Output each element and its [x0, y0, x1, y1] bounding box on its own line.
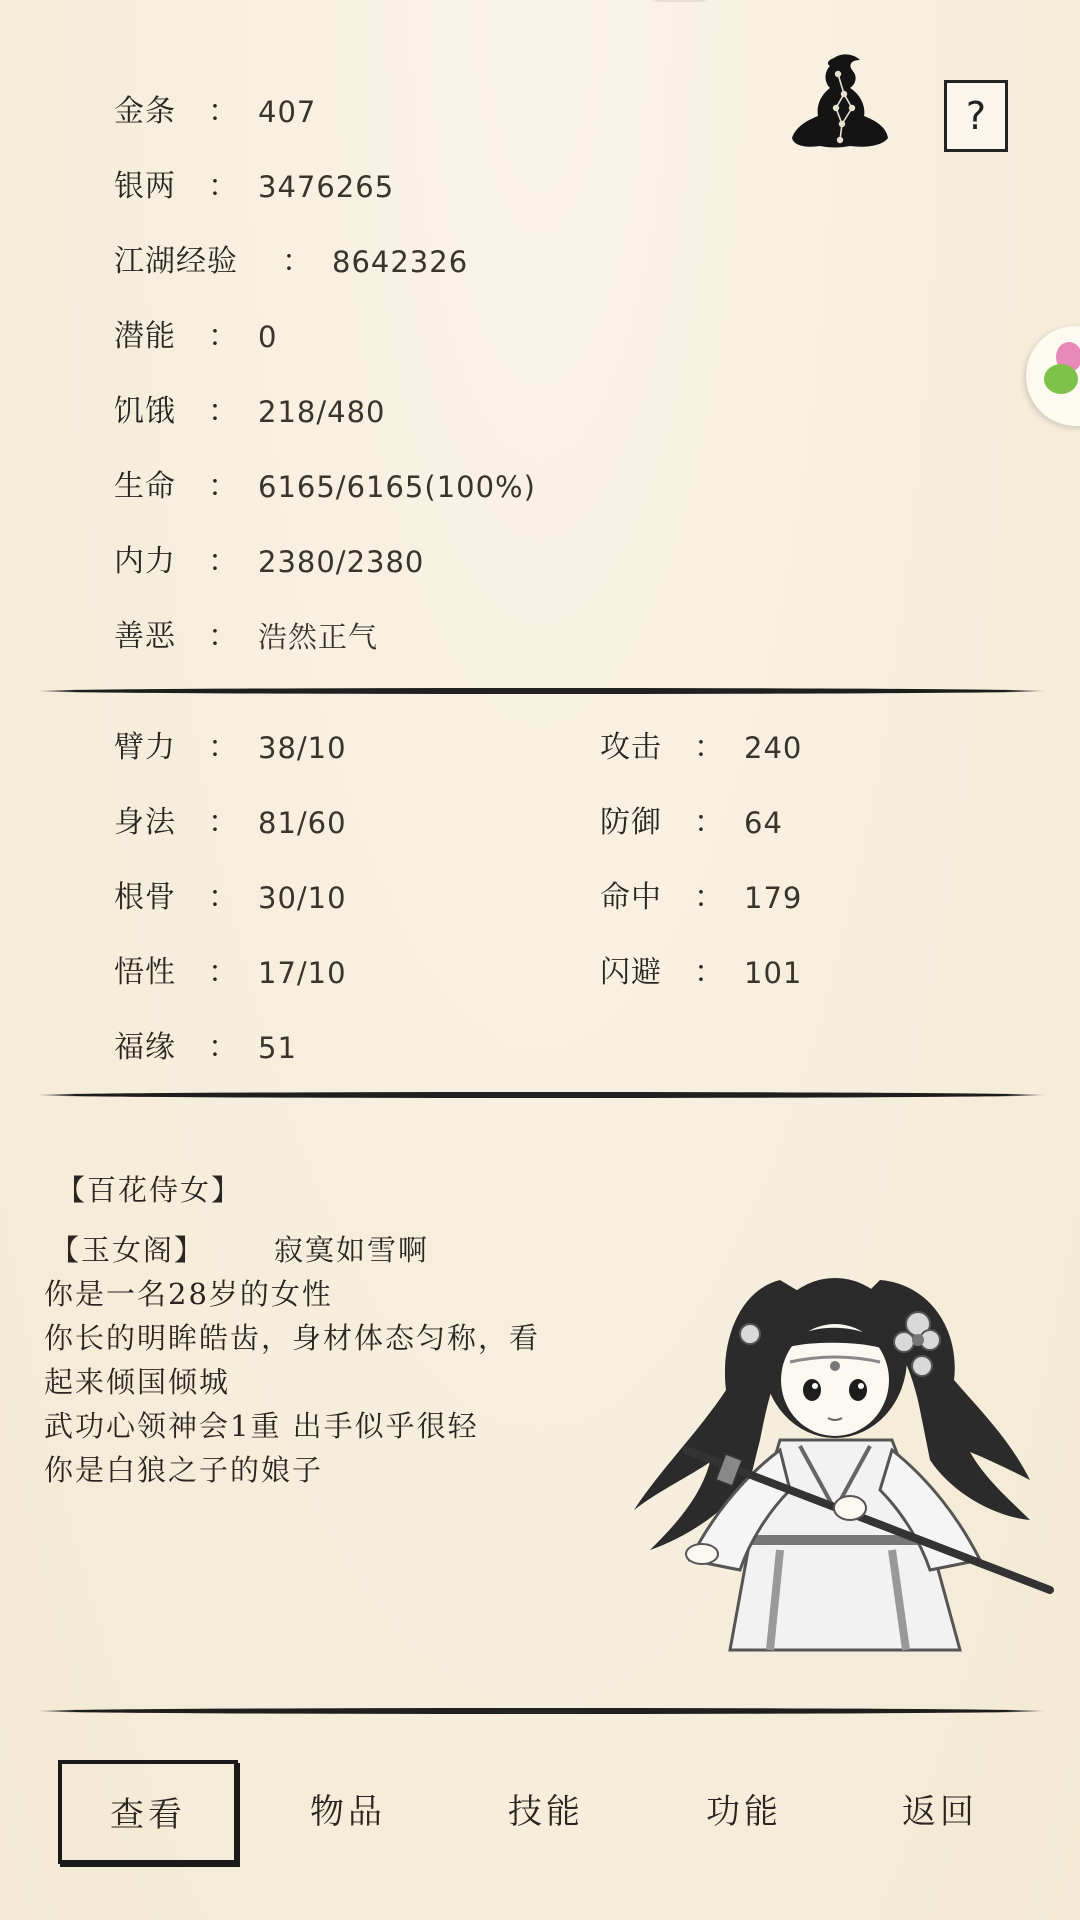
character-portrait	[630, 1240, 1060, 1660]
stat-label: 善恶	[114, 619, 176, 654]
stat-value: 3476265	[258, 170, 395, 204]
stat-value: 6165/6165(100%)	[258, 470, 536, 504]
bio-line: 起来倾国倾城	[44, 1365, 231, 1399]
stat-value: 2380/2380	[258, 545, 425, 579]
stat-value: 0	[258, 320, 278, 354]
help-button[interactable]	[944, 80, 1008, 152]
divider	[36, 688, 1046, 694]
bio-line: 你是白狼之子的娘子	[44, 1453, 324, 1487]
character-sect: 【玉女阁】	[50, 1233, 206, 1267]
character-status-screen: 金条 ： 407 银两 ： 3476265 江湖经验 ： 8642326 潜能 ： 0 饥饿 ： 218/480 生命 ： 6165/6165(100%) 内力 ： 2380/2380 善恶 ： 浩然正气 ? 臂力 ： 38/10 身法 ： 81/60 根骨 ： 30/10 悟性 ： 17/10 福缘 ： 51 攻击 ： 240 防御 ： 64 命中 ： 179 闪避 ： 101 【百花侍女】 【玉女阁】 寂寞如雪啊 你是一名28岁的女性 你长的明眸皓齿，身材体态匀称，看 起来倾国倾城 武功心领神会1重 出手似乎很轻 你是白狼之子的娘子 查看 物品 技能 功能 返回	[0, 0, 1080, 1920]
character-name: 寂寞如雪啊	[274, 1233, 430, 1267]
tab-functions[interactable]: 功能	[706, 1792, 782, 1832]
stat-value: 8642326	[332, 245, 469, 279]
floating-balloons-button[interactable]	[1026, 326, 1080, 426]
tab-items[interactable]: 物品	[310, 1792, 386, 1832]
stat-label: 江湖经验	[114, 244, 238, 279]
tab-back[interactable]: 返回	[902, 1792, 978, 1832]
stat-value: 407	[258, 95, 317, 129]
tab-view[interactable]: 查看	[58, 1760, 238, 1864]
stat-label: 潜能	[114, 319, 176, 354]
stat-label: 生命	[114, 469, 176, 504]
bio-line: 武功心领神会1重 出手似乎很轻	[44, 1409, 479, 1443]
divider	[36, 1708, 1046, 1714]
stat-label: 金条	[114, 94, 176, 129]
bio-line: 你长的明眸皓齿，身材体态匀称，看	[44, 1321, 541, 1355]
meditation-constellation-icon[interactable]	[790, 50, 890, 160]
bio-line: 你是一名28岁的女性	[44, 1277, 333, 1311]
stat-label: 饥饿	[114, 394, 176, 429]
top-notch-decoration	[640, 0, 720, 2]
stat-value: 218/480	[258, 395, 386, 429]
help-icon: ?	[965, 94, 987, 138]
tab-skills[interactable]: 技能	[508, 1792, 584, 1832]
stat-value: 浩然正气	[258, 620, 379, 654]
divider	[36, 1092, 1046, 1098]
stat-label: 银两	[114, 169, 176, 204]
character-title: 【百花侍女】	[56, 1173, 243, 1207]
stat-label: 内力	[114, 544, 176, 579]
